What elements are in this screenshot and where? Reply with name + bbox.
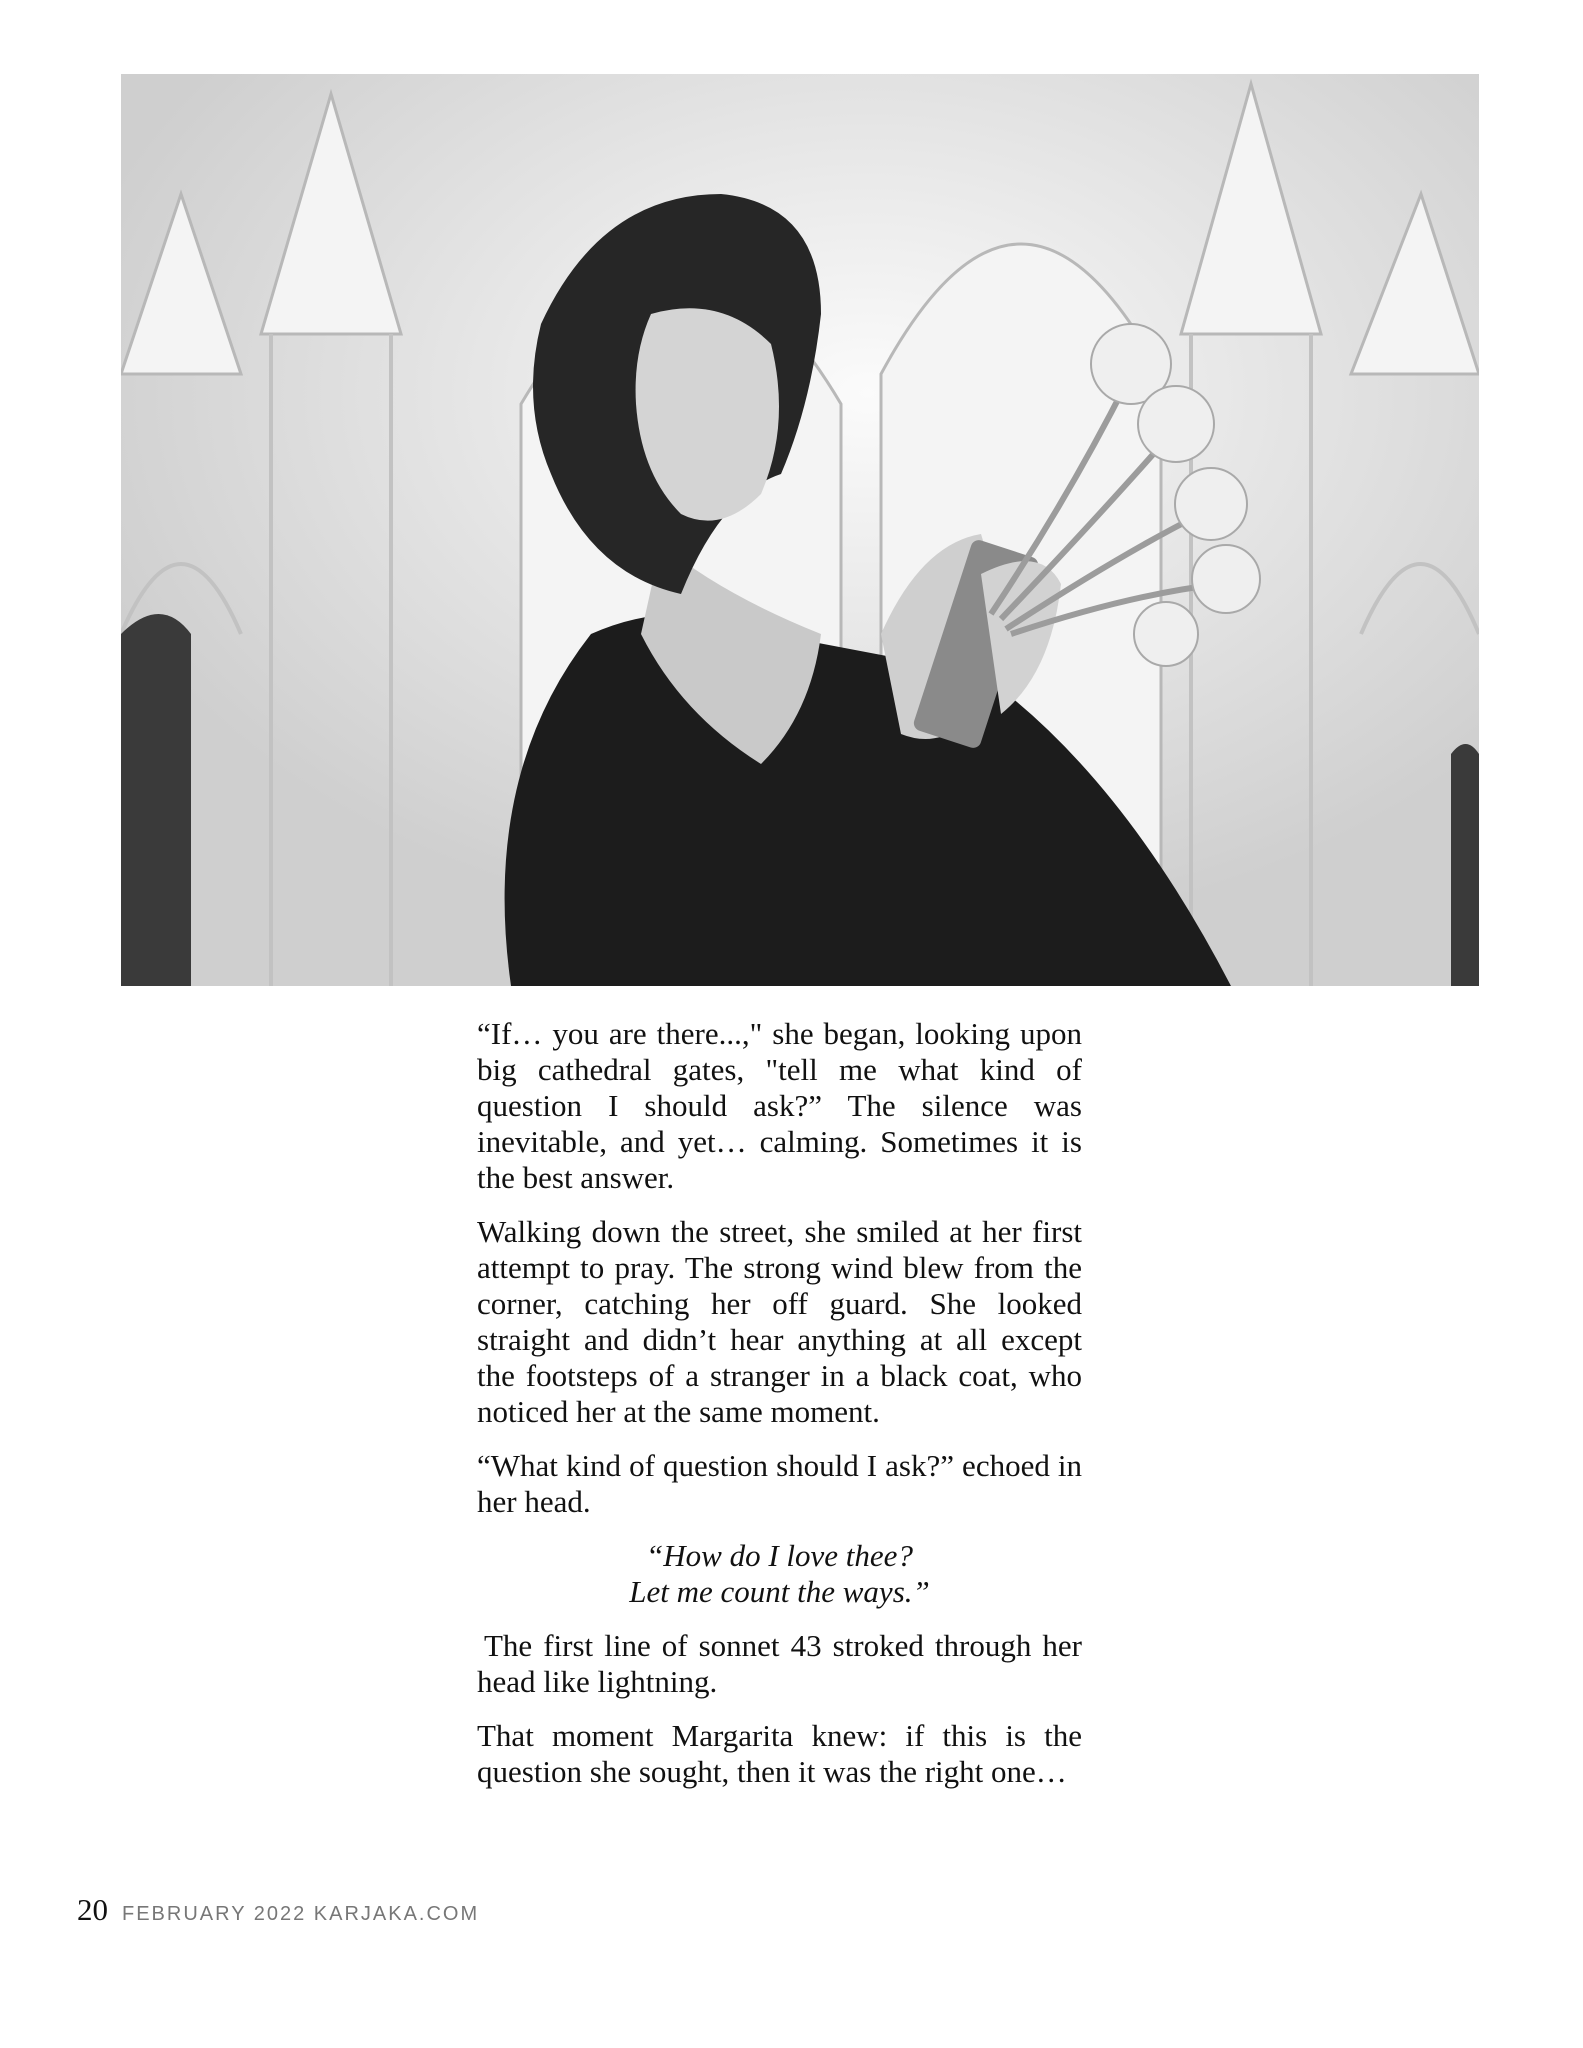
sonnet-line: Let me count the ways.” [629,1574,930,1609]
sonnet-quote [477,1538,1082,1610]
page-footer [77,1892,479,1932]
cathedral-portrait-illustration [121,74,1479,986]
article-body [477,1016,1082,1808]
page-number: 20 [77,1892,108,1927]
sonnet-line: “How do I love thee? [646,1538,913,1573]
article-paragraph: “If… you are there...," she began, looking upon big cathedral gates, "tell me what kind of question I should ask?” The silence was inevitable, and yet… calming. Sometimes it is the best answer. [477,1016,1082,1195]
article-paragraph: That moment Margarita knew: if this is the question she sought, then it was the right one… [477,1718,1082,1789]
article-paragraph: “What kind of question should I ask?” echoed in her head. [477,1448,1082,1519]
editorial-photo [121,74,1479,986]
article-paragraph: The first line of sonnet 43 stroked through her head like lightning. [477,1628,1082,1699]
article-paragraph: Walking down the street, she smiled at her first attempt to pray. The strong wind blew from the corner, catching her off guard. She looked straight and didn’t hear anything at all except the footsteps of a stranger in a black coat, who noticed her at the same moment. [477,1214,1082,1429]
issue-line: FEBRUARY 2022 KARJAKA.COM [122,1903,480,1925]
